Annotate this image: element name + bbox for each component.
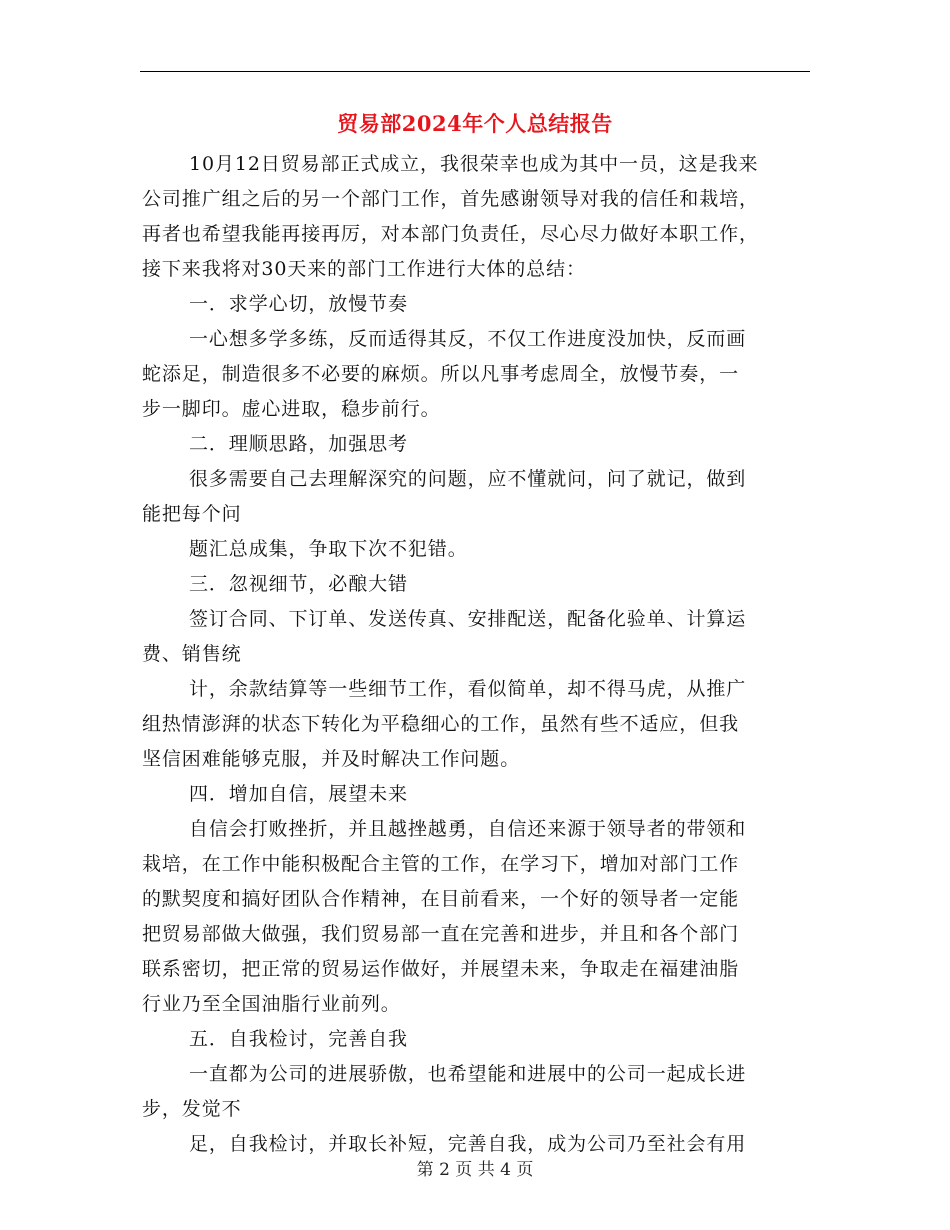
paragraph-line: 很多需要自己去理解深究的问题，应不懂就问，问了就记，做到 [189, 468, 747, 490]
paragraph-line: 自信会打败挫折，并且越挫越勇，自信还来源于领导者的带领和 [189, 818, 747, 840]
paragraph-line: 费、销售统 [142, 643, 242, 665]
page-number-footer: 第 2 页 共 4 页 [416, 1160, 534, 1180]
section-heading: 二．理顺思路，加强思考 [189, 433, 408, 455]
paragraph-line: 蛇添足，制造很多不必要的麻烦。所以凡事考虑周全，放慢节奏，一 [142, 363, 740, 385]
document-title: 贸易部2024年个人总结报告 [337, 111, 613, 136]
paragraph-line: 能把每个问 [142, 503, 242, 525]
section-heading: 五．自我检讨，完善自我 [189, 1028, 408, 1050]
paragraph-line: 再者也希望我能再接再厉，对本部门负责任，尽心尽力做好本职工作， [142, 223, 759, 245]
paragraph-line: 行业乃至全国油脂行业前列。 [142, 993, 401, 1015]
paragraph-line: 10月12日贸易部正式成立，我很荣幸也成为其中一员，这是我来 [189, 153, 759, 175]
paragraph-line: 足，自我检讨，并取长补短，完善自我，成为公司乃至社会有用 [189, 1133, 747, 1155]
section-heading: 四．增加自信，展望未来 [189, 783, 408, 805]
paragraph-line: 把贸易部做大做强，我们贸易部一直在完善和进步，并且和各个部门 [142, 923, 740, 945]
paragraph-line: 题汇总成集，争取下次不犯错。 [189, 538, 468, 560]
paragraph-line: 一直都为公司的进展骄傲，也希望能和进展中的公司一起成长进 [189, 1063, 747, 1085]
paragraph-line: 坚信困难能够克服，并及时解决工作问题。 [142, 748, 521, 770]
paragraph-line: 步一脚印。虚心进取，稳步前行。 [142, 398, 441, 420]
paragraph-line: 的默契度和搞好团队合作精神，在目前看来，一个好的领导者一定能 [142, 888, 740, 910]
paragraph-line: 接下来我将对30天来的部门工作进行大体的总结： [142, 258, 586, 280]
paragraph-line: 栽培，在工作中能积极配合主管的工作，在学习下，增加对部门工作 [142, 853, 740, 875]
paragraph-line: 计，余款结算等一些细节工作，看似简单，却不得马虎，从推广 [189, 678, 747, 700]
paragraph-line: 步，发觉不 [142, 1098, 242, 1120]
paragraph-line: 组热情澎湃的状态下转化为平稳细心的工作，虽然有些不适应，但我 [142, 713, 740, 735]
paragraph-line: 联系密切，把正常的贸易运作做好，并展望未来，争取走在福建油脂 [142, 958, 740, 980]
paragraph-line: 签订合同、下订单、发送传真、安排配送，配备化验单、计算运 [189, 608, 747, 630]
section-heading: 三．忽视细节，必酿大错 [189, 573, 408, 595]
header-rule [140, 71, 810, 72]
paragraph-line: 公司推广组之后的另一个部门工作，首先感谢领导对我的信任和栽培， [142, 188, 759, 210]
paragraph-line: 一心想多学多练，反而适得其反，不仅工作进度没加快，反而画 [189, 328, 747, 350]
section-heading: 一．求学心切，放慢节奏 [189, 293, 408, 315]
